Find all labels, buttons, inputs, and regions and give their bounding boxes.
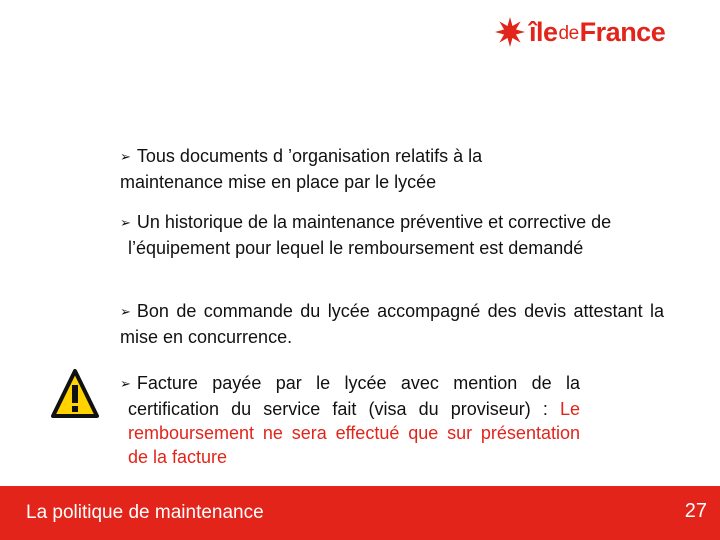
bullet-item-facture [120,371,580,469]
footer-bar [0,486,720,540]
arrow-bullet-icon: ➢ [120,376,131,391]
logo-text-france: France [579,16,666,47]
star-burst-icon [494,16,526,48]
bullet-text: Un historique de la maintenance préventive et corrective de l’équipement pour lequel le remboursement est demandé [128,212,612,258]
bullet-text: Facture payée par le lycée avec mention de la certification du service fait (visa du proviseur) : [128,373,580,419]
arrow-bullet-icon: ➢ [120,215,131,230]
bullet-item-bon-de-commande [120,299,664,349]
arrow-bullet-icon: ➢ [120,304,131,319]
bullet-text: Tous documents d ’organisation relatifs à la maintenance mise en place par le lycée [120,146,483,192]
bullet-text: Bon de commande du lycée accompagné des devis attestant la mise en concurrence. [120,301,664,347]
warning-triangle-icon [50,368,100,420]
bullet-highlight-text: Le remboursement ne sera effectué que sur présentation de la facture [128,399,580,467]
ile-de-france-logo [494,14,665,50]
arrow-bullet-icon: ➢ [120,149,131,164]
page-number: 27 [684,500,707,522]
bullet-item-documents [120,144,560,194]
footer-title: La politique de maintenance [26,502,264,523]
bullet-item-historique [120,210,658,260]
logo-text-de: de [558,23,579,44]
logo-text-ile: île [529,16,558,47]
